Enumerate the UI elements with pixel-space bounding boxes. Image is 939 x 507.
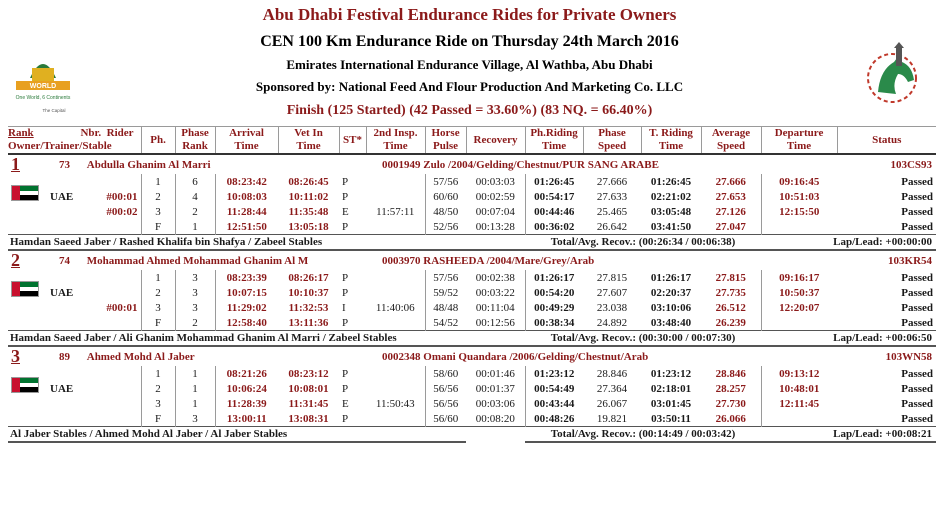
phase-code	[93, 411, 141, 427]
phase-status: Passed	[901, 205, 934, 218]
phase-status: Passed	[901, 316, 934, 329]
arrival-time: 13:00:11	[226, 412, 267, 425]
entry-header-row	[8, 250, 936, 270]
phase-code	[93, 285, 141, 300]
entry-footer-row	[8, 331, 936, 347]
phase-number: 3	[141, 396, 175, 411]
status-code: P	[342, 367, 349, 380]
phase-code: #00:02	[93, 204, 141, 219]
total-riding-time: 02:21:02	[650, 190, 692, 203]
phase-status: Passed	[901, 271, 934, 284]
departure-time: 10:50:37	[779, 286, 820, 299]
second-insp-time	[366, 285, 425, 300]
phase-row	[8, 189, 936, 204]
lap-lead: Lap/Lead: +00:06:50	[761, 331, 936, 347]
rider-cell	[47, 154, 211, 174]
horse-pulse: 57/56	[433, 175, 459, 188]
phase-number: 3	[141, 300, 175, 315]
entry-header-row	[8, 346, 936, 366]
arrival-time: 10:07:15	[226, 286, 267, 299]
col-nbr: Nbr.	[80, 127, 102, 139]
col-rank: Rank	[8, 127, 34, 139]
total-riding-time: 03:05:48	[650, 205, 692, 218]
phase-status: Passed	[901, 367, 934, 380]
phase-status: Passed	[901, 382, 934, 395]
phase-number: 1	[141, 270, 175, 285]
col-phase-rank-2: Rank	[182, 140, 208, 152]
horse-pulse: 58/60	[433, 367, 459, 380]
bib-number: 74	[59, 254, 70, 267]
recovery-time: 00:03:03	[466, 174, 525, 189]
phase-status: Passed	[901, 220, 934, 233]
horse-id: 103CS93	[761, 154, 936, 174]
col-st: ST*	[339, 127, 366, 155]
phase-speed: 26.642	[596, 220, 628, 233]
rider-name: Abdulla Ghanim Al Marri	[86, 158, 211, 171]
phase-speed: 27.815	[596, 271, 628, 284]
col-phase-rank-1: Phase	[181, 127, 209, 139]
phase-status: Passed	[901, 190, 934, 203]
phase-number: 2	[141, 381, 175, 396]
status-code: P	[342, 190, 349, 203]
total-riding-time: 02:20:37	[650, 286, 692, 299]
total-riding-time: 02:18:01	[650, 382, 692, 395]
average-speed: 26.066	[701, 411, 761, 427]
average-speed: 27.730	[701, 396, 761, 411]
col-insp-1: 2nd Insp.	[373, 127, 418, 139]
phase-code	[93, 315, 141, 331]
header-row	[8, 127, 936, 155]
recovery-time: 00:07:04	[466, 204, 525, 219]
uae-flag-icon	[11, 281, 39, 297]
departure-time: 10:48:01	[779, 382, 820, 395]
phase-speed: 19.821	[596, 412, 628, 425]
phase-rank: 6	[175, 174, 215, 189]
vet-in-time: 08:23:12	[288, 367, 329, 380]
vet-in-time: 10:11:02	[288, 190, 329, 203]
phase-riding-time: 00:54:49	[534, 382, 575, 395]
arrival-time: 11:28:39	[226, 397, 267, 410]
second-insp-time	[366, 219, 425, 235]
phase-status: Passed	[901, 175, 934, 188]
lap-lead: Lap/Lead: +00:08:21	[761, 427, 936, 443]
vet-in-time: 11:35:48	[288, 205, 329, 218]
phase-status: Passed	[901, 397, 934, 410]
recovery-time: 00:03:06	[466, 396, 525, 411]
second-insp-time	[366, 315, 425, 331]
total-riding-time: 01:26:45	[650, 175, 692, 188]
entry-footer-row	[8, 235, 936, 251]
bib-number: 89	[59, 350, 70, 363]
phase-row	[8, 174, 936, 189]
recovery-time: 00:02:59	[466, 189, 525, 204]
festival-logo	[10, 48, 76, 118]
arrival-time: 08:23:42	[226, 175, 267, 188]
phase-speed: 26.067	[596, 397, 628, 410]
col-vetin-1: Vet In	[294, 127, 323, 139]
phase-number: 3	[141, 204, 175, 219]
phase-number: 1	[141, 366, 175, 381]
flag-cell	[8, 381, 47, 396]
flag-cell	[8, 285, 47, 300]
recovery-time: 00:08:20	[466, 411, 525, 427]
average-speed: 26.512	[701, 300, 761, 315]
phase-speed: 27.633	[596, 190, 628, 203]
col-triding-1: T. Riding	[649, 127, 693, 139]
phase-number: 2	[141, 189, 175, 204]
col-phriding-1: Ph.Riding	[530, 127, 578, 139]
entry-header-row	[8, 154, 936, 174]
phase-riding-time: 01:23:12	[534, 367, 575, 380]
phase-code	[93, 219, 141, 235]
phase-number: 1	[141, 174, 175, 189]
total-riding-time: 03:41:50	[650, 220, 692, 233]
phase-speed: 27.666	[596, 175, 628, 188]
phase-status: Passed	[901, 301, 934, 314]
status-code: P	[342, 286, 349, 299]
recovery-time: 00:11:04	[466, 300, 525, 315]
uae-flag-icon	[11, 185, 39, 201]
total-riding-time: 03:01:45	[650, 397, 692, 410]
phase-number: 2	[141, 285, 175, 300]
status-code: P	[342, 412, 349, 425]
phase-speed: 25.465	[596, 205, 628, 218]
horse-pulse: 57/56	[433, 271, 459, 284]
vet-in-time: 11:32:53	[288, 301, 329, 314]
average-speed: 28.846	[701, 366, 761, 381]
vet-in-time: 13:05:18	[288, 220, 329, 233]
phase-rank: 3	[175, 285, 215, 300]
phase-rank: 3	[175, 270, 215, 285]
vet-in-time: 13:11:36	[288, 316, 329, 329]
average-speed: 27.735	[701, 285, 761, 300]
col-owner: Owner/Trainer/Stable	[8, 140, 112, 152]
recovery-time: 00:12:56	[466, 315, 525, 331]
horse-emblem-logo	[856, 40, 928, 112]
total-recovery: Total/Avg. Recov.: (00:14:49 / 00:03:42)	[525, 427, 761, 443]
phase-speed: 23.038	[596, 301, 628, 314]
phase-rank: 2	[175, 204, 215, 219]
departure-time: 09:16:17	[779, 271, 820, 284]
phase-number: F	[141, 411, 175, 427]
flag-cell	[8, 189, 47, 204]
departure-time	[761, 315, 837, 331]
departure-time: 12:11:45	[779, 397, 820, 410]
lap-lead: Lap/Lead: +00:00:00	[761, 235, 936, 251]
horse-info: 0003970 RASHEEDA /2004/Mare/Grey/Arab	[366, 250, 761, 270]
phase-rank: 1	[175, 381, 215, 396]
arrival-time: 08:21:26	[226, 367, 267, 380]
col-arrival-1: Arrival	[229, 127, 264, 139]
vet-in-time: 10:10:37	[288, 286, 329, 299]
phase-row	[8, 270, 936, 285]
total-riding-time: 03:48:40	[650, 316, 692, 329]
vet-in-time: 08:26:17	[288, 271, 329, 284]
rank-number: 3	[11, 346, 20, 366]
rider-name: Mohammad Ahmed Mohammad Ghanim Al M	[86, 254, 309, 267]
col-avgspeed-2: Speed	[716, 140, 746, 152]
phase-code	[93, 366, 141, 381]
departure-time: 12:20:07	[779, 301, 820, 314]
status-code: E	[342, 205, 349, 218]
event-title: CEN 100 Km Endurance Ride on Thursday 24th March 2016	[260, 33, 679, 50]
horse-pulse: 48/48	[433, 301, 459, 314]
entry-footer-row	[8, 427, 936, 443]
phase-rank: 3	[175, 300, 215, 315]
col-pulse-2: Pulse	[433, 140, 459, 152]
phase-riding-time: 00:54:17	[534, 190, 575, 203]
rank-number: 2	[11, 250, 20, 270]
phase-rank: 1	[175, 219, 215, 235]
status-code: P	[342, 175, 349, 188]
rider-cell	[47, 250, 309, 270]
average-speed: 27.047	[701, 219, 761, 235]
arrival-time: 12:51:50	[226, 220, 267, 233]
phase-speed: 24.892	[596, 316, 628, 329]
phase-riding-time: 01:26:17	[534, 271, 575, 284]
phase-status: Passed	[901, 286, 934, 299]
second-insp-time	[366, 366, 425, 381]
country: UAE	[50, 382, 74, 395]
horse-pulse: 56/56	[433, 382, 459, 395]
recovery-time: 00:02:38	[466, 270, 525, 285]
col-vetin-2: Time	[296, 140, 321, 152]
recovery-time: 00:01:46	[466, 366, 525, 381]
venue: Emirates International Endurance Village, Al Wathba, Abu Dhabi	[286, 57, 653, 72]
phase-rank: 1	[175, 396, 215, 411]
second-insp-time	[366, 174, 425, 189]
average-speed: 27.815	[701, 270, 761, 285]
col-insp-2: Time	[383, 140, 408, 152]
phase-riding-time: 00:44:46	[534, 205, 575, 218]
second-insp-time: 11:40:06	[366, 300, 425, 315]
total-riding-time: 03:10:06	[650, 301, 692, 314]
horse-info: 0001949 Zulo /2004/Gelding/Chestnut/PUR SANG ARABE	[366, 154, 761, 174]
phase-riding-time: 00:36:02	[534, 220, 575, 233]
departure-time	[761, 219, 837, 235]
recovery-time: 00:01:37	[466, 381, 525, 396]
phase-rank: 3	[175, 411, 215, 427]
status-code: E	[342, 397, 349, 410]
rider-cell	[47, 346, 195, 366]
phase-rank: 4	[175, 189, 215, 204]
vet-in-time: 08:26:45	[288, 175, 329, 188]
total-recovery: Total/Avg. Recov.: (00:26:34 / 00:06:38)	[525, 235, 761, 251]
owner-trainer-stable: Hamdan Saeed Jaber / Ali Ghanim Mohammad Ghanim Al Marri / Zabeel Stables	[8, 331, 466, 347]
phase-riding-time: 00:38:34	[534, 316, 575, 329]
phase-rank: 1	[175, 366, 215, 381]
finish-summary: Finish (125 Started) (42 Passed = 33.60%) (83 NQ. = 66.40%)	[286, 103, 653, 118]
total-riding-time: 01:26:17	[650, 271, 692, 284]
col-status: Status	[837, 127, 936, 155]
arrival-time: 10:08:03	[226, 190, 267, 203]
arrival-time: 11:28:44	[226, 205, 267, 218]
phase-row	[8, 381, 936, 396]
owner-trainer-stable: Al Jaber Stables / Ahmed Mohd Al Jaber / Al Jaber Stables	[8, 427, 466, 443]
vet-in-time: 11:31:45	[288, 397, 329, 410]
horse-pulse: 52/56	[433, 220, 459, 233]
logo-capital: The Capital	[42, 108, 66, 113]
logo-tagline: One World, 6 Continents	[15, 95, 71, 101]
phase-row	[8, 411, 936, 427]
horse-pulse: 60/60	[433, 190, 459, 203]
horse-pulse: 54/52	[433, 316, 459, 329]
arrival-time: 12:58:40	[226, 316, 267, 329]
col-departure-2: Time	[786, 140, 812, 152]
phase-riding-time: 00:54:20	[534, 286, 575, 299]
departure-time: 12:15:50	[779, 205, 820, 218]
page-title: Abu Dhabi Festival Endurance Rides for Private Owners	[262, 5, 677, 24]
average-speed: 26.239	[701, 315, 761, 331]
col-pulse-1: Horse	[431, 127, 460, 139]
horse-pulse: 56/60	[433, 412, 459, 425]
phase-number: F	[141, 219, 175, 235]
arrival-time: 10:06:24	[226, 382, 267, 395]
col-phspeed-1: Phase	[598, 127, 626, 139]
phase-rank: 2	[175, 315, 215, 331]
col-triding-2: Time	[658, 140, 684, 152]
recovery-time: 00:13:28	[466, 219, 525, 235]
phase-code	[93, 381, 141, 396]
second-insp-time	[366, 189, 425, 204]
country: UAE	[50, 286, 74, 299]
phase-code: #00:01	[93, 189, 141, 204]
departure-time: 09:13:12	[779, 367, 820, 380]
bib-number: 73	[59, 158, 70, 171]
phase-code	[93, 270, 141, 285]
phase-riding-time: 01:26:45	[534, 175, 575, 188]
phase-row	[8, 366, 936, 381]
status-code: P	[342, 271, 349, 284]
sponsor: Sponsored by: National Feed And Flour Production And Marketing Co. LLC	[255, 79, 684, 94]
phase-row	[8, 219, 936, 235]
phase-speed: 28.846	[596, 367, 628, 380]
average-speed: 27.653	[701, 189, 761, 204]
second-insp-time: 11:57:11	[366, 204, 425, 219]
phase-row	[8, 285, 936, 300]
second-insp-time: 11:50:43	[366, 396, 425, 411]
horse-info: 0002348 Omani Quandara /2006/Gelding/Chestnut/Arab	[366, 346, 761, 366]
horse-pulse: 56/56	[433, 397, 459, 410]
phase-riding-time: 00:48:26	[534, 412, 575, 425]
phase-row	[8, 300, 936, 315]
horse-pulse: 59/52	[433, 286, 459, 299]
vet-in-time: 10:08:01	[288, 382, 329, 395]
col-avgspeed-1: Average	[711, 127, 751, 139]
horse-pulse: 48/50	[433, 205, 459, 218]
rank-number: 1	[11, 154, 20, 174]
phase-riding-time: 00:49:29	[534, 301, 575, 314]
arrival-time: 08:23:39	[226, 271, 267, 284]
average-speed: 28.257	[701, 381, 761, 396]
total-riding-time: 03:50:11	[651, 412, 691, 425]
phase-speed: 27.607	[596, 286, 628, 299]
total-recovery: Total/Avg. Recov.: (00:30:00 / 00:07:30)	[525, 331, 761, 347]
departure-time: 09:16:45	[779, 175, 820, 188]
phase-code	[93, 174, 141, 189]
col-rider: Rider	[106, 127, 134, 139]
country: UAE	[50, 190, 74, 203]
owner-trainer-stable: Hamdan Saeed Jaber / Rashed Khalifa bin Shafya / Zabeel Stables	[8, 235, 466, 251]
col-arrival-2: Time	[234, 140, 259, 152]
phase-row	[8, 204, 936, 219]
col-phriding-2: Time	[541, 140, 567, 152]
recovery-time: 00:03:22	[466, 285, 525, 300]
col-recovery: Recovery	[466, 127, 525, 155]
phase-riding-time: 00:43:44	[534, 397, 575, 410]
status-code: P	[342, 220, 349, 233]
status-code: P	[342, 382, 349, 395]
col-ph: Ph.	[141, 127, 175, 155]
logo-word: WORLD	[29, 83, 57, 90]
horse-id: 103KR54	[761, 250, 936, 270]
second-insp-time	[366, 270, 425, 285]
horse-id: 103WN58	[761, 346, 936, 366]
rider-name: Ahmed Mohd Al Jaber	[86, 350, 195, 363]
phase-code: #00:01	[93, 300, 141, 315]
average-speed: 27.666	[701, 174, 761, 189]
status-code: I	[342, 301, 346, 314]
col-phspeed-2: Speed	[597, 140, 627, 152]
second-insp-time	[366, 381, 425, 396]
status-code: P	[342, 316, 349, 329]
arrival-time: 11:29:02	[226, 301, 267, 314]
results-table	[8, 126, 936, 443]
average-speed: 27.126	[701, 204, 761, 219]
phase-status: Passed	[901, 412, 934, 425]
departure-time: 10:51:03	[779, 190, 820, 203]
uae-flag-icon	[11, 377, 39, 393]
second-insp-time	[366, 411, 425, 427]
col-departure-1: Departure	[774, 127, 824, 139]
phase-row	[8, 315, 936, 331]
phase-code	[93, 396, 141, 411]
total-riding-time: 01:23:12	[650, 367, 692, 380]
phase-speed: 27.364	[596, 382, 628, 395]
phase-row	[8, 396, 936, 411]
phase-number: F	[141, 315, 175, 331]
departure-time	[761, 411, 837, 427]
vet-in-time: 13:08:31	[288, 412, 329, 425]
